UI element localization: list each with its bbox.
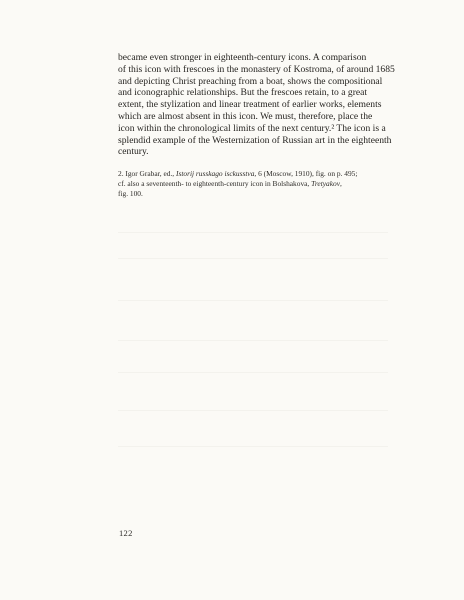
- footnote: [118, 169, 388, 199]
- footnote-text: ,: [340, 178, 342, 188]
- show-through-line: [118, 300, 388, 301]
- body-line: extent, the stylization and linear treatment of earlier works, elements: [118, 99, 382, 111]
- body-line: icon within the chronological limits of the next century.² The icon is a: [118, 122, 386, 134]
- body-line: which are almost absent in this icon. We must, therefore, place the: [118, 110, 373, 122]
- show-through-line: [118, 410, 388, 411]
- body-line: century.: [118, 146, 149, 158]
- body-line: became even stronger in eighteenth-century icons. A comparison: [118, 52, 367, 63]
- show-through-line: [118, 258, 388, 259]
- footnote-text: , 6 (Moscow, 1910), fig. on p. 495;: [254, 169, 358, 178]
- footnote-line: [118, 169, 388, 179]
- footnote-text: 2. Igor Grabar, ed.,: [118, 169, 176, 178]
- body-line: splendid example of the Westernization of Russian art in the eighteenth: [118, 134, 392, 146]
- body-line: and depicting Christ preaching from a boat, shows the compositional: [118, 75, 383, 87]
- body-paragraph: [118, 52, 395, 158]
- show-through-line: [118, 372, 388, 373]
- show-through-line: [118, 446, 388, 447]
- show-through-line: [118, 232, 388, 233]
- footnote-line: [118, 179, 388, 189]
- footnote-book-title: Tretyakov: [311, 178, 340, 188]
- body-line: and iconographic relationships. But the frescoes retain, to a great: [118, 87, 368, 99]
- footnote-book-title: Istorij russkago isckusstva: [175, 169, 255, 178]
- footnote-text: cf. also a seventeenth- to eighteenth-century icon in Bolshakova,: [118, 178, 312, 188]
- show-through-line: [118, 340, 388, 341]
- footnote-line: fig. 100.: [118, 188, 143, 198]
- page-number: 122: [119, 528, 133, 538]
- body-line: of this icon with frescoes in the monastery of Kostroma, of around 1685: [118, 63, 395, 75]
